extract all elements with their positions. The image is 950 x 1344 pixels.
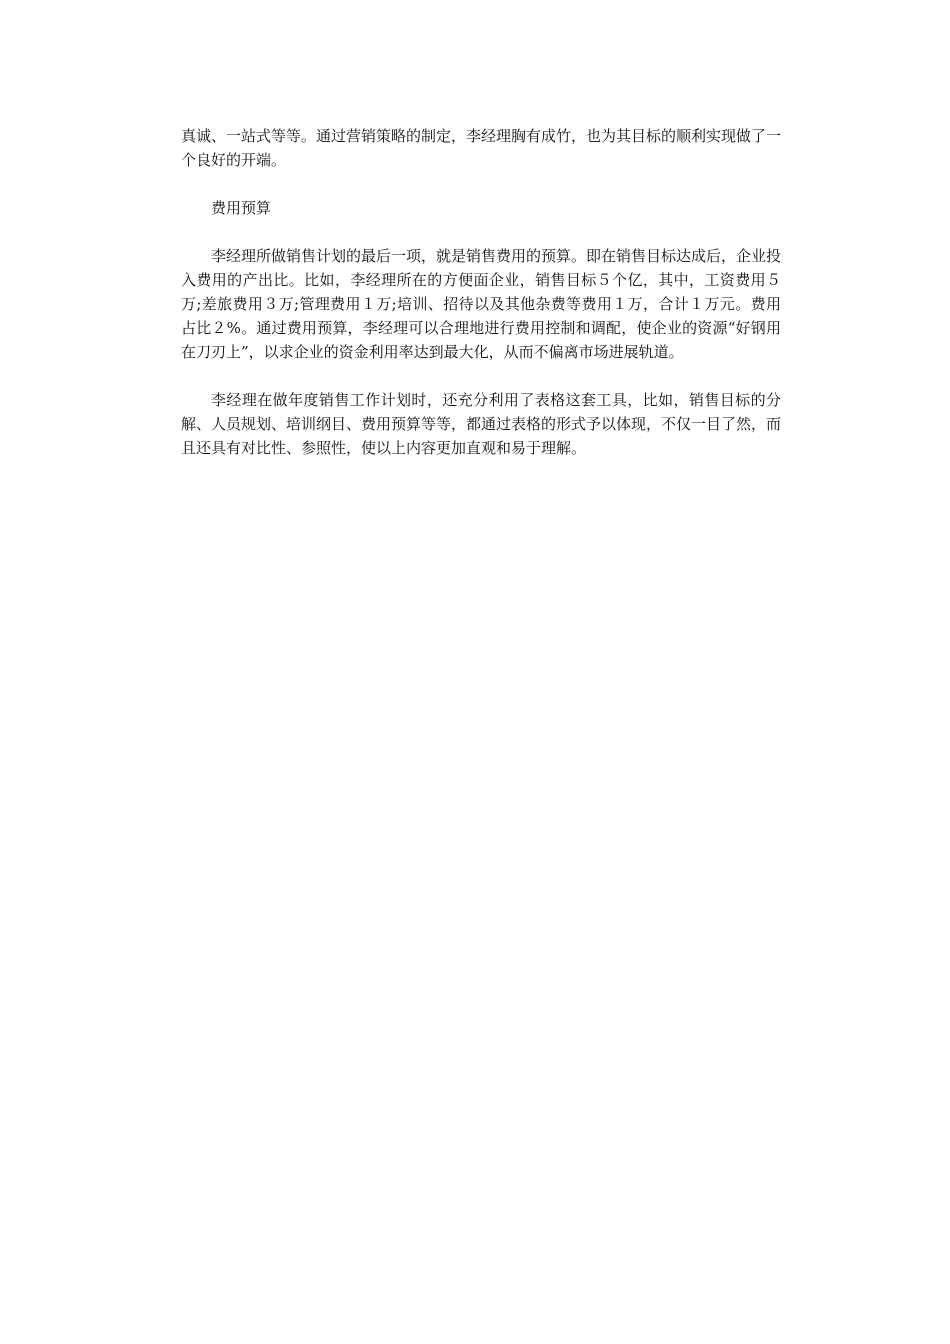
- paragraph-budget: 李经理所做销售计划的最后一项，就是销售费用的预算。即在销售目标达成后，企业投入费用的产出比。比如，李经理所在的方便面企业，销售目标５个亿，其中，工资费用５万;差旅费用３万;管理费用１万;培训、招待以及其他杂费等费用１万，合计１万元。费用占比２%。通过费用预算，李经理可以合理地进行费用控制和调配，使企业的资源“好钢用在刀刃上”，以求企业的资金利用率达到最大化，从而不偏离市场进展轨道。: [181, 247, 782, 361]
- section-heading-budget: 费用预算: [211, 199, 272, 217]
- document-body: [181, 124, 781, 460]
- paragraph-strategy-continuation: 真诚、一站式等等。通过营销策略的制定，李经理胸有成竹，也为其目标的顺利实现做了一个良好的开端。: [181, 127, 782, 169]
- paragraph-tables: 李经理在做年度销售工作计划时，还充分利用了表格这套工具，比如，销售目标的分解、人员规划、培训纲目、费用预算等等，都通过表格的形式予以体现，不仅一目了然，而且还具有对比性、参照性，使以上内容更加直观和易于理解。: [181, 391, 782, 457]
